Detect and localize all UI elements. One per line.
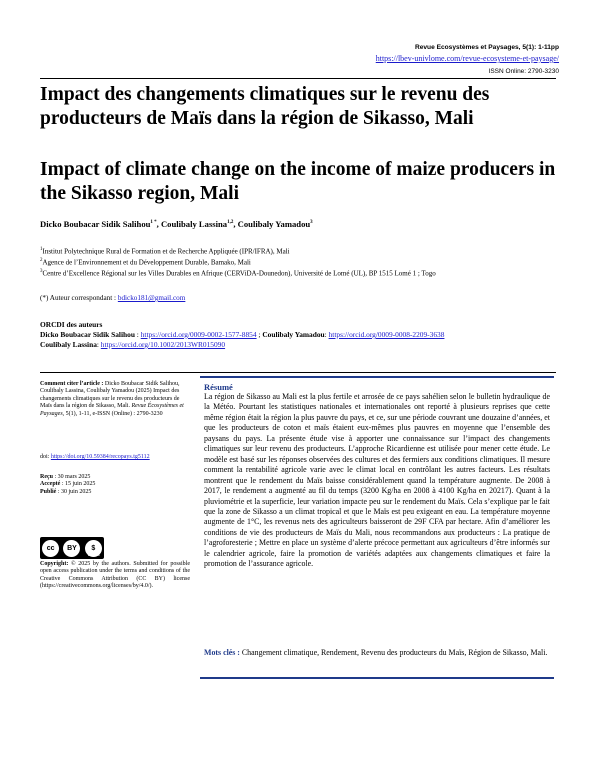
- abstract-heading: Résumé: [204, 382, 233, 392]
- author-1-affiliation: 1 *: [150, 220, 157, 226]
- author-2-affiliation: 1,2: [227, 220, 234, 226]
- affiliation-3: $^3$Centre d’Excellence Régional sur les Villes Durables en Afrique (CERViDA-Dounedon), Université de Lomé (UL), BP 1515 Lomé 1 ; Togo: [40, 269, 436, 278]
- abstract-text: La région de Sikasso au Mali est la plus fertile et arrosée de ce pays sahélien selon le bulletin hydraulique de la Météo. Pourtant les statistiques nationales et internationales ont reporté à plusieurs reprises que cette même région était la région la plus pauvre du pays, et ce, sur une période couvrant une douzaine d’années, et que les producteurs de coton et maïs étaient eux-mêmes plus pauvres en moyenne que l’ensemble des paysans du pays. La présente étude vise à apporter une connaissance sur l’impact des changements climatiques sur leur revenu des producteurs. L’approche Ricardienne est utilisée pour mener cette étude. Le modèle est basé sur les réponses observées des cultures et des fermiers aux conditions climatiques. Il mesure comment la rentabilité agricole varie avec le climat local en contrôlant les autres facteurs. Les résultats montrent que le rendement du Maïs baisse considérablement quand la température augmente. De 2008 à 2017, le rendement a augmenté au fil du temps (3200 Kg/ha en 2008 à 4100 Kg/ha en 20217). Quant à la pluviométrie et la superficie, leur variation impacte peu sur le rendement du Maïs. Cela s’explique par le fait que la zone de Sikasso a un climat tropical et que le Maïs est peu exigeant en eau. La température moyenne augmente de 1°C, les revenus nets des agriculteurs baisseront de 29F CFA par hectare. Afin d’améliorer les conditions de vie des producteurs de Maïs du Mali, nous recommandons aux producteurs : La pratique de l’agroforesterie ; Mettre en place un système d’alerte précoce permettant aux agriculteurs d’être informés sur le calendrier agricole, faire la promotion de variétés adaptées aux changements climatiques et faire la promotion de l’assurance agricole.: [204, 392, 550, 569]
- nc-icon: $: [85, 540, 102, 557]
- title-french: Impact des changements climatiques sur le revenu des producteurs de Maïs dans la région de Sikasso, Mali: [40, 84, 490, 129]
- cc-badge-label: BY NC: [87, 552, 100, 557]
- doi-line: doi: https://doi.org/10.59384/recopays.tg5112: [40, 454, 150, 460]
- abstract-top-rule: [200, 376, 554, 378]
- author-1: Dicko Boubacar Sidik Salihou: [40, 219, 151, 229]
- copyright-block: Copyright: © 2025 by the authors. Submitted for possible open access publication under the terms and conditions of the Creative Commons Attribution (CC BY) license (https://creativecommons.org/licenses/by/4.0/).: [40, 561, 191, 590]
- corresponding-author: (*) Auteur correspondant : bdicko181@gmail.com: [40, 294, 186, 302]
- date-accepted: Accepté : 15 juin 2025: [40, 481, 96, 488]
- affiliation-2: $^2$Agence de l’Environnement et du Développement Durable, Bamako, Mali: [40, 258, 251, 267]
- section-rule: [40, 372, 556, 373]
- affiliation-1: $^1$Institut Polytechnique Rural de Formation et de Recherche Appliquée (IPR/IFRA), Mali: [40, 247, 290, 256]
- orcid-link-2[interactable]: https://orcid.org/10.1002/2013WR015090: [100, 340, 226, 349]
- orcid-link-3[interactable]: https://orcid.org/0009-0008-2209-3638: [328, 330, 445, 339]
- author-2: Coulibaly Lassina: [160, 219, 228, 229]
- orcid-list: Dicko Boubacar Sidik Salihou : https://orcid.org/0009-0002-1577-8854 ; Coulibaly Yamadou: https://orcid.org/0009-0008-2209-3638 Coulibaly Lassina: https://orcid.org/10.1002/2013WR015090: [40, 330, 445, 349]
- citation-block: Comment citer l’article : Dicko Boubacar Sidik Salihou, Coulibaly Lassina, Coulibaly Yamadou (2025) Impact des changements climatiques sur le revenu des producteurs de Maïs dans la région de Sikasso, Mali. Revue Écosystèmes et Paysages, 5(1), 1-11, e-ISSN (Online) : 2790-3230: [40, 381, 184, 417]
- doi-link[interactable]: https://doi.org/10.59384/recopays.tg5112: [50, 454, 150, 460]
- cc-icon: cc: [42, 540, 59, 557]
- abstract-bottom-rule: [200, 677, 554, 679]
- title-english: Impact of climate change on the income of maize producers in the Sikasso region, Mali: [40, 159, 556, 204]
- orcid-link-1[interactable]: https://orcid.org/0009-0002-1577-8854: [140, 330, 257, 339]
- email-link[interactable]: bdicko181@gmail.com: [117, 294, 186, 302]
- journal-url-link[interactable]: https://lbev-univlome.com/revue-ecosysteme-et-paysage/: [375, 54, 559, 63]
- author-3: Coulibaly Yamadou: [237, 219, 311, 229]
- keywords-line: Mots clés : Changement climatique, Rendement, Revenu des producteurs du Maïs, Région de Sikasso, Mali.: [204, 648, 548, 657]
- dates-block: [40, 474, 190, 496]
- date-received: Reçu : 30 mars 2025: [40, 474, 91, 480]
- header-rule: [40, 78, 556, 79]
- date-published: Publié : 30 juin 2025: [40, 488, 92, 495]
- author-3-affiliation: 3: [310, 220, 313, 226]
- orcid-heading: ORCDI des auteurs: [40, 320, 103, 329]
- by-icon: BY: [63, 540, 80, 557]
- journal-name: Revue Ecosystèmes et Paysages, 5(1): 1-11pp: [414, 44, 559, 51]
- issn: ISSN Online: 2790-3230: [488, 68, 559, 75]
- authors-line: Dicko Boubacar Sidik Salihou$^{1 *}$, Coulibaly Lassina$^{1,2}$, Coulibaly Yamadou$^3$: [40, 219, 313, 229]
